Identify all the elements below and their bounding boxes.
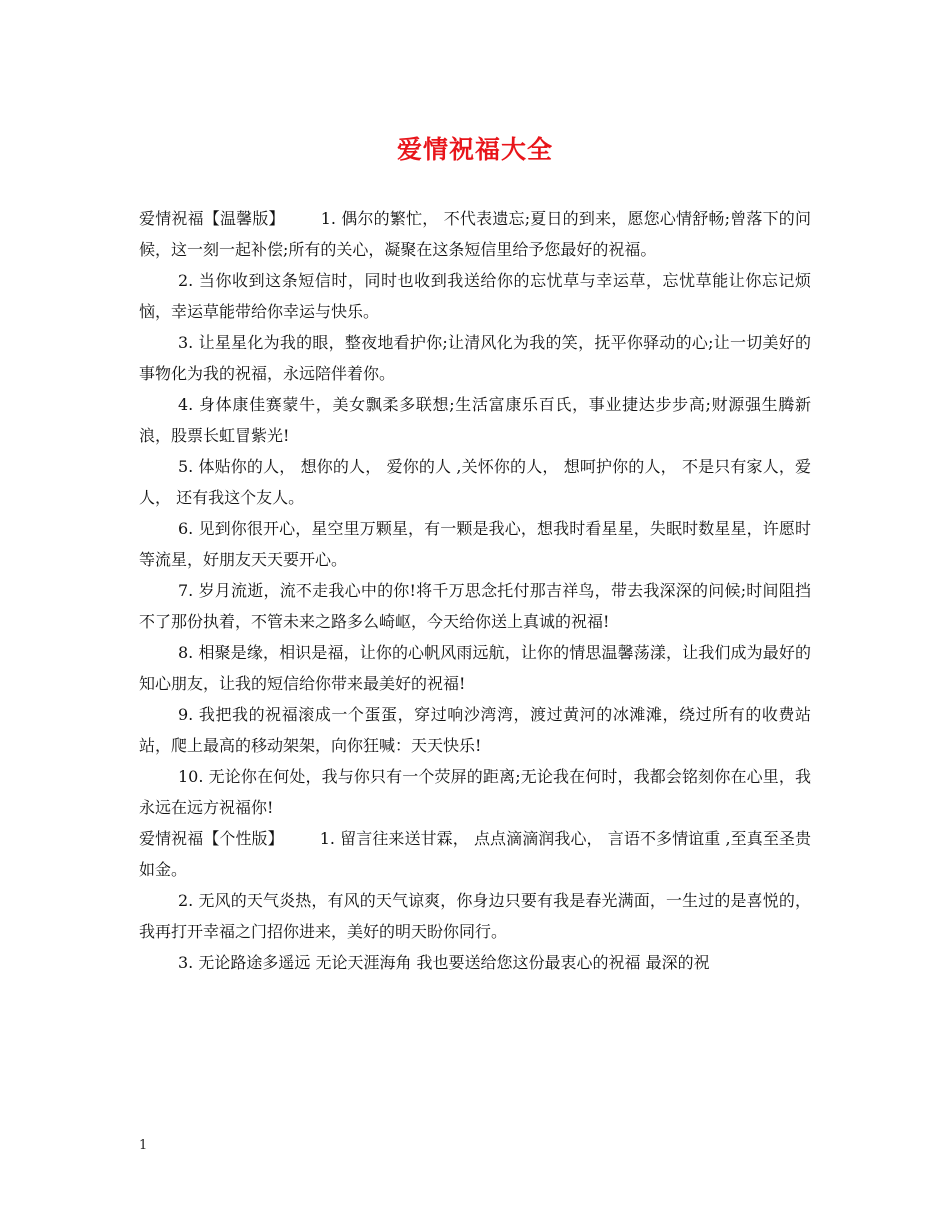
- list-item: 5. 体贴你的人， 想你的人， 爱你的人 ,关怀你的人， 想呵护你的人， 不是只有家人，爱人， 还有我这个友人。: [139, 457, 811, 507]
- list-item: 3. 无论路途多遥远 无论天涯海角 我也要送给您这份最衷心的祝福 最深的祝: [178, 953, 710, 972]
- list-item: 4. 身体康佳赛蒙牛，美女飘柔多联想;生活富康乐百氏，事业捷达步步高;财源强生腾新浪，股票长虹冒紫光!: [139, 395, 811, 445]
- document-body: [139, 203, 811, 978]
- section-label: 爱情祝福【温馨版】: [139, 209, 285, 228]
- list-item: 2. 当你收到这条短信时，同时也收到我送给你的忘忧草与幸运草，忘忧草能让你忘记烦恼，幸运草能带给你幸运与快乐。: [139, 271, 811, 321]
- section-first-paragraph: [139, 823, 811, 885]
- section-label: 爱情祝福【个性版】: [139, 829, 284, 848]
- section-first-paragraph: [139, 203, 811, 265]
- list-item: 2. 无风的天气炎热，有风的天气谅爽，你身边只要有我是春光满面，一生过的是喜悦的，我再打开幸福之门招你进来，美好的明天盼你同行。: [139, 891, 811, 941]
- list-item: 7. 岁月流逝，流不走我心中的你!将千万思念托付那吉祥鸟，带去我深深的问候;时间阻挡不了那份执着，不管未来之路多么崎岖，今天给你送上真诚的祝福!: [139, 581, 811, 631]
- list-item: 9. 我把我的祝福滚成一个蛋蛋，穿过响沙湾湾，渡过黄河的冰滩滩，绕过所有的收费站站，爬上最高的移动架架，向你狂喊：天天快乐!: [139, 705, 811, 755]
- list-item: 10. 无论你在何处，我与你只有一个荧屏的距离;无论我在何时，我都会铭刻你在心里，我永远在远方祝福你!: [139, 767, 811, 817]
- list-item: 1. 留言往来送甘霖， 点点滴滴润我心， 言语不多情谊重 ,至真至圣贵如金。: [139, 829, 811, 879]
- list-item: 3. 让星星化为我的眼，整夜地看护你;让清风化为我的笑，抚平你驿动的心;让一切美好的事物化为我的祝福，永远陪伴着你。: [139, 333, 811, 383]
- document-title: 爱情祝福大全: [396, 135, 553, 164]
- list-item: 8. 相聚是缘，相识是福，让你的心帆风雨远航，让你的情思温馨荡漾，让我们成为最好的知心朋友，让我的短信给你带来最美好的祝福!: [139, 643, 811, 693]
- page-number: 1: [139, 1138, 148, 1153]
- list-item: 6. 见到你很开心，星空里万颗星，有一颗是我心，想我时看星星，失眠时数星星，许愿时等流星，好朋友天天要开心。: [139, 519, 811, 569]
- list-item: 1. 偶尔的繁忙， 不代表遗忘;夏日的到来，愿您心情舒畅;曾落下的问候，这一刻一起补偿;所有的关心，凝聚在这条短信里给予您最好的祝福。: [139, 209, 811, 259]
